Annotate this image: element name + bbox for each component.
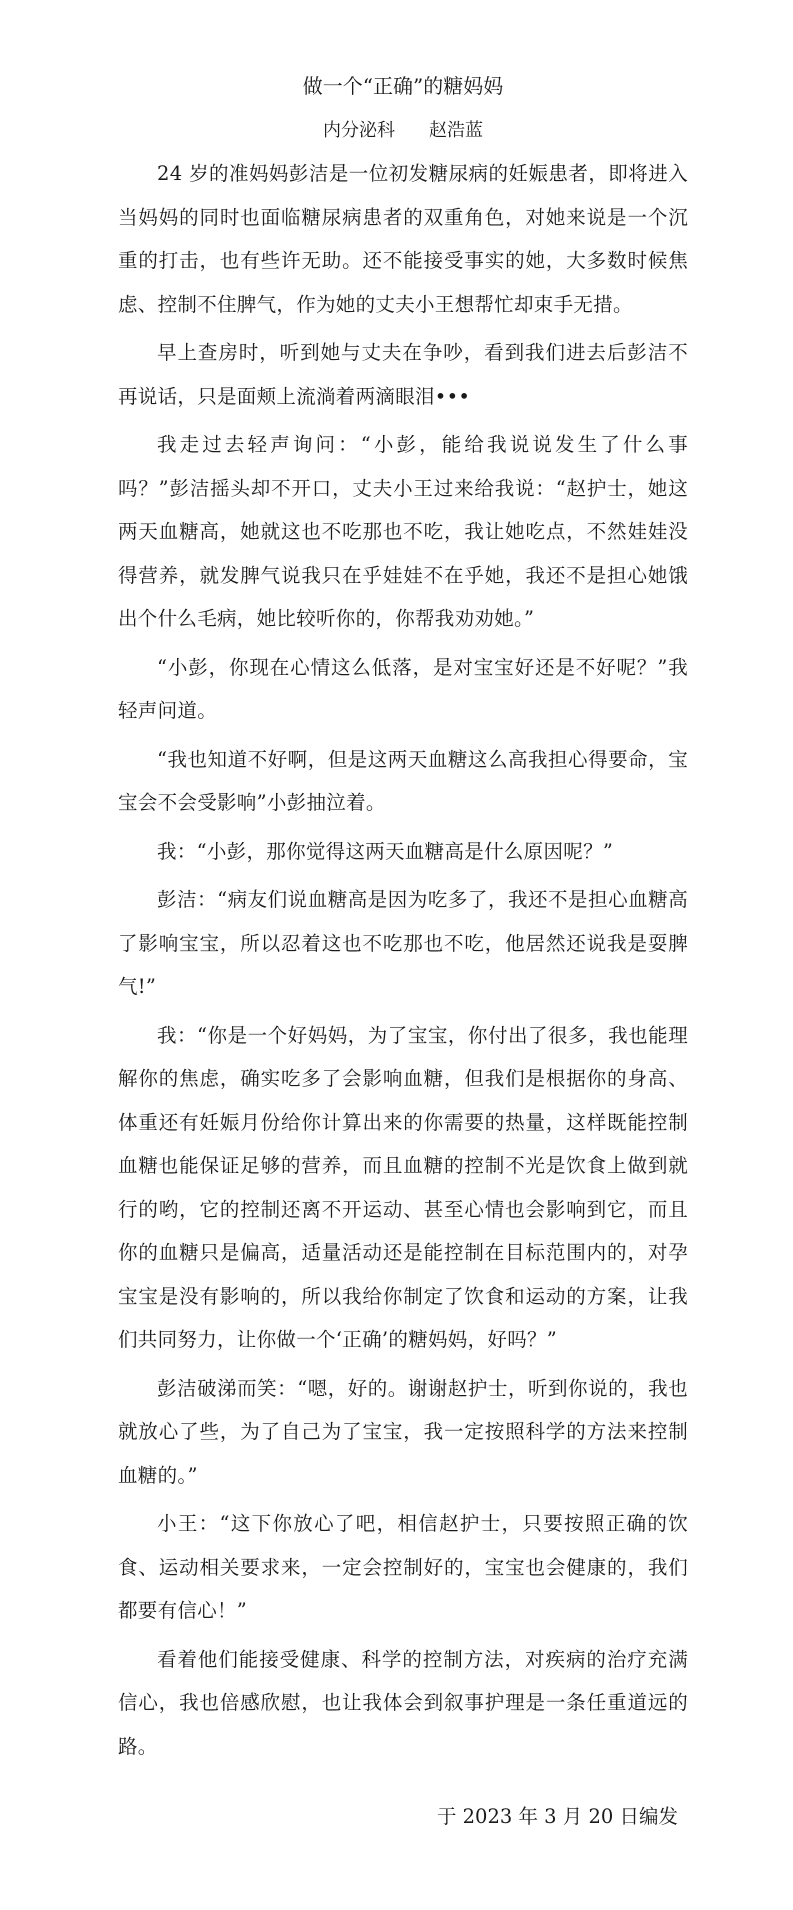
article	[118, 62, 688, 1773]
paragraph: 我：“你是一个好妈妈，为了宝宝，你付出了很多，我也能理解你的焦虑，确实吃多了会影响血糖，但我们是根据你的身高、体重还有妊娠月份给你计算出来的你需要的热量，这样既能控制血糖也能保证足够的营养，而且血糖的控制不光是饮食上做到就行的哟，它的控制还离不开运动、甚至心情也会影响到它，而且你的血糖只是偏高，适量活动还是能控制在目标范围内的，对孕宝宝是没有影响的，所以我给你制定了饮食和运动的方案，让我们共同努力，让你做一个‘正确’的糖妈妈，好吗？”	[118, 1023, 688, 1351]
department: 内分泌科	[323, 120, 395, 141]
article-title: 做一个“正确”的糖妈妈	[302, 74, 504, 98]
paragraph: 小王：“这下你放心了吧，相信赵护士，只要按照正确的饮食、运动相关要求来，一定会控制好的，宝宝也会健康的，我们都要有信心！”	[118, 1512, 688, 1622]
paragraph: 彭洁破涕而笑：“嗯，好的。谢谢赵护士，听到你说的，我也就放心了些，为了自己为了宝宝，我一定按照科学的方法来控制血糖的。”	[118, 1376, 688, 1487]
author: 赵浩蓝	[429, 120, 483, 141]
paragraph: “小彭，你现在心情这么低落，是对宝宝好还是不好呢？”我轻声问道。	[118, 655, 688, 722]
byline	[118, 110, 688, 152]
paragraph: 早上查房时，听到她与丈夫在争吵，看到我们进去后彭洁不再说话，只是面颊上流淌着两滴眼泪•••	[118, 341, 688, 408]
paragraph: “我也知道不好啊，但是这两天血糖这么高我担心得要命，宝宝会不会受影响”小彭抽泣着。	[118, 747, 688, 814]
paragraph: 我走过去轻声询问：“小彭，能给我说说发生了什么事吗？”彭洁摇头却不开口，丈夫小王过来给我说：“赵护士，她这两天血糖高，她就这也不吃那也不吃，我让她吃点，不然娃娃没得营养，就发脾气说我只在乎娃娃不在乎她，我还不是担心她饿出个什么毛病，她比较听你的，你帮我劝劝她。”	[118, 433, 688, 630]
paragraph: 我：“小彭，那你觉得这两天血糖高是什么原因呢？”	[157, 839, 614, 863]
paragraph: 看着他们能接受健康、科学的控制方法，对疾病的治疗充满信心，我也倍感欣慰，也让我体会到叙事护理是一条任重道远的路。	[118, 1647, 688, 1758]
publish-date: 于 2023 年 3 月 20 日编发	[436, 1805, 678, 1828]
paragraph: 彭洁：“病友们说血糖高是因为吃多了，我还不是担心血糖高了影响宝宝，所以忍着这也不吃那也不吃，他居然还说我是耍脾气!”	[118, 888, 688, 998]
paragraph: 24 岁的准妈妈彭洁是一位初发糖尿病的妊娠患者，即将进入当妈妈的同时也面临糖尿病患者的双重角色，对她来说是一个沉重的打击，也有些许无助。还不能接受事实的她，大多数时候焦虑、控制不住脾气，作为她的丈夫小王想帮忙却束手无措。	[118, 162, 688, 316]
